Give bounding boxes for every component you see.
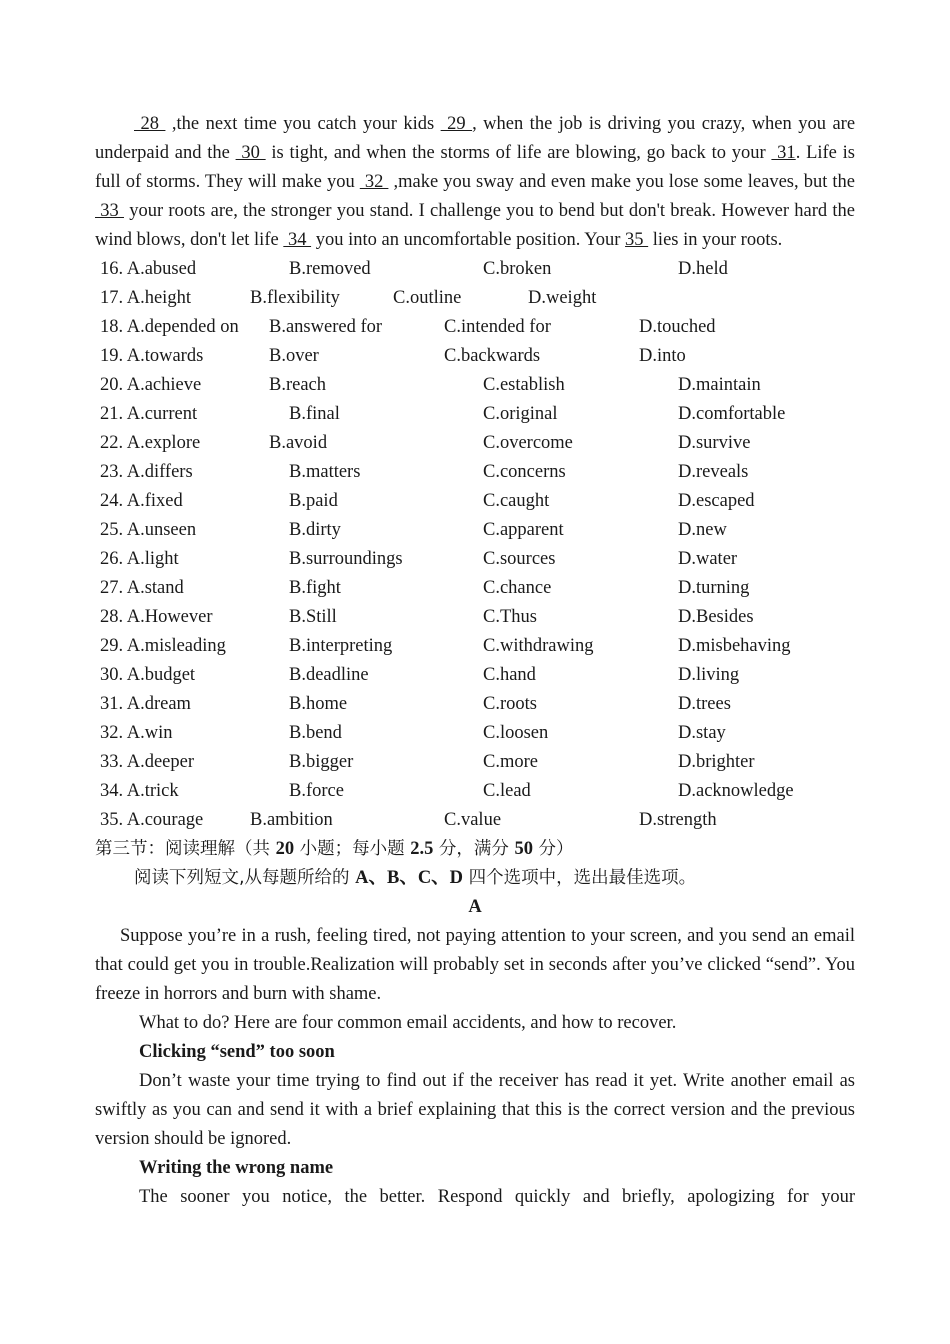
option-b: B.deadline	[289, 665, 369, 685]
passage-paragraph: Don’t waste your time trying to find out if the receiver has read it yet. Write another email as swiftly as you can and send it with a brief explaining that this is the correct version and the previous version should be ignored.	[95, 1071, 855, 1149]
option-d: D.held	[678, 259, 728, 279]
option-c: C.withdrawing	[483, 636, 594, 656]
section-heading: 第三节：阅读理解（共 20 小题；每小题 2.5 分，满分 50 分）	[95, 839, 574, 859]
option-d: D.turning	[678, 578, 750, 598]
option-c: C.more	[483, 752, 538, 772]
option-c: C.original	[483, 404, 558, 424]
option-c: C.lead	[483, 781, 531, 801]
option-b: B.answered for	[269, 317, 383, 337]
question-row	[95, 342, 855, 371]
blank-31: 31	[771, 143, 796, 163]
option-b: B.bigger	[289, 752, 354, 772]
question-row	[95, 516, 855, 545]
passage-text: ,the next time you catch your kids	[165, 114, 441, 134]
question-row	[95, 719, 855, 748]
blank-32: 32	[359, 172, 389, 192]
option-c: C.establish	[483, 375, 565, 395]
passage-text: you into an uncomfortable position. Your	[311, 230, 626, 250]
blank-33: 33	[95, 201, 124, 221]
option-a: 34. A.trick	[100, 781, 179, 801]
option-a: 35. A.courage	[100, 810, 204, 830]
option-d: D.survive	[678, 433, 751, 453]
option-b: B.removed	[289, 259, 371, 279]
passage-text: is tight, and when the storms of life are blowing, go back to your	[265, 143, 772, 163]
option-c: C.caught	[483, 491, 550, 511]
question-row	[95, 574, 855, 603]
option-d: D.touched	[639, 317, 716, 337]
passage-ending	[95, 110, 855, 255]
passage-text: your roots are, the stronger you stand. I challenge you to bend but don't break. However hard the wind blows, don't let life	[95, 201, 855, 250]
option-b: B.home	[289, 694, 348, 714]
option-a: 31. A.dream	[100, 694, 191, 714]
option-a: 25. A.unseen	[100, 520, 197, 540]
option-d: D.weight	[528, 288, 597, 308]
option-a: 18. A.depended on	[100, 317, 239, 337]
question-row	[95, 429, 855, 458]
passage-paragraph: Suppose you’re in a rush, feeling tired, not paying attention to your screen, and you send an email that could get you in trouble.Realization will probably set in seconds after you’ve clicked “send”. You freeze in horrors and burn with shame.	[95, 926, 855, 1004]
question-row	[95, 632, 855, 661]
option-a: 26. A.light	[100, 549, 179, 569]
option-d: D.brighter	[678, 752, 755, 772]
blank-34: 34	[283, 230, 312, 250]
option-d: D.living	[678, 665, 740, 685]
option-a: 24. A.fixed	[100, 491, 183, 511]
option-d: D.misbehaving	[678, 636, 791, 656]
passage-text: . Life is full of storms. They will make you	[95, 143, 856, 192]
option-b: B.force	[289, 781, 344, 801]
option-a: 19. A.towards	[100, 346, 204, 366]
option-c: C.backwards	[444, 346, 541, 366]
question-row	[95, 458, 855, 487]
option-b: B.avoid	[269, 433, 328, 453]
option-d: D.maintain	[678, 375, 761, 395]
option-b: B.final	[289, 404, 340, 424]
option-a: 33. A.deeper	[100, 752, 195, 772]
option-c: C.broken	[483, 259, 552, 279]
question-row	[95, 400, 855, 429]
option-a: 23. A.differs	[100, 462, 193, 482]
option-c: C.loosen	[483, 723, 549, 743]
option-d: D.stay	[678, 723, 726, 743]
option-c: C.roots	[483, 694, 537, 714]
passage-paragraph: The sooner you notice, the better. Respond quickly and briefly, apologizing for your	[139, 1187, 855, 1207]
passage-text: lies in your roots.	[648, 230, 783, 250]
option-b: B.interpreting	[289, 636, 393, 656]
option-b: B.paid	[289, 491, 338, 511]
option-c: C.concerns	[483, 462, 566, 482]
question-row	[95, 371, 855, 400]
option-d: D.new	[678, 520, 727, 540]
option-b: B.over	[269, 346, 319, 366]
option-d: D.strength	[639, 810, 717, 830]
option-d: D.reveals	[678, 462, 749, 482]
option-d: D.into	[639, 346, 686, 366]
option-a: 16. A.abused	[100, 259, 197, 279]
option-d: D.acknowledge	[678, 781, 794, 801]
option-c: C.overcome	[483, 433, 573, 453]
option-b: B.matters	[289, 462, 361, 482]
question-row	[95, 777, 855, 806]
option-b: B.flexibility	[250, 288, 340, 308]
option-c: C.Thus	[483, 607, 537, 627]
option-c: C.hand	[483, 665, 536, 685]
option-d: D.Besides	[678, 607, 754, 627]
blank-28: 28	[134, 114, 166, 134]
option-c: C.chance	[483, 578, 552, 598]
question-row	[95, 603, 855, 632]
question-row	[95, 806, 855, 835]
question-row	[95, 284, 855, 313]
option-d: D.escaped	[678, 491, 755, 511]
option-d: D.water	[678, 549, 738, 569]
question-row	[95, 487, 855, 516]
document-page	[95, 110, 855, 1212]
passage-text: , when the job is driving you crazy, when you are underpaid and the	[95, 114, 856, 163]
question-row	[95, 661, 855, 690]
question-row	[95, 748, 855, 777]
option-c: C.value	[444, 810, 502, 830]
option-b: B.reach	[269, 375, 327, 395]
option-b: B.Still	[289, 607, 337, 627]
option-c: C.sources	[483, 549, 556, 569]
passage-text: ,make you sway and even make you lose some leaves, but the	[388, 172, 855, 192]
option-b: B.bend	[289, 723, 342, 743]
option-a: 32. A.win	[100, 723, 173, 743]
blank-29: 29	[440, 114, 473, 134]
passage-subheading: Writing the wrong name	[139, 1158, 334, 1178]
option-b: B.surroundings	[289, 549, 403, 569]
passage-label: A	[468, 897, 482, 917]
option-a: 29. A.misleading	[100, 636, 226, 656]
option-a: 17. A.height	[100, 288, 191, 308]
option-c: C.outline	[393, 288, 462, 308]
option-a: 30. A.budget	[100, 665, 196, 685]
option-c: C.apparent	[483, 520, 564, 540]
option-a: 27. A.stand	[100, 578, 184, 598]
blank-30: 30	[235, 143, 266, 163]
question-row	[95, 255, 855, 284]
question-row	[95, 313, 855, 342]
option-c: C.intended for	[444, 317, 551, 337]
blank-35: 35	[625, 230, 649, 250]
question-row	[95, 545, 855, 574]
option-a: 28. A.However	[100, 607, 213, 627]
section-instructions: 阅读下列短文,从每题所给的 A、B、C、D 四个选项中，选出最佳选项。	[134, 868, 697, 888]
passage-subheading: Clicking “send” too soon	[139, 1042, 335, 1062]
option-a: 20. A.achieve	[100, 375, 202, 395]
option-a: 22. A.explore	[100, 433, 201, 453]
option-b: B.dirty	[289, 520, 341, 540]
option-d: D.comfortable	[678, 404, 786, 424]
option-a: 21. A.current	[100, 404, 198, 424]
question-row	[95, 690, 855, 719]
passage-paragraph: What to do? Here are four common email accidents, and how to recover.	[139, 1013, 677, 1033]
option-b: B.ambition	[250, 810, 333, 830]
question-options-list	[95, 255, 855, 835]
option-b: B.fight	[289, 578, 341, 598]
option-d: D.trees	[678, 694, 731, 714]
